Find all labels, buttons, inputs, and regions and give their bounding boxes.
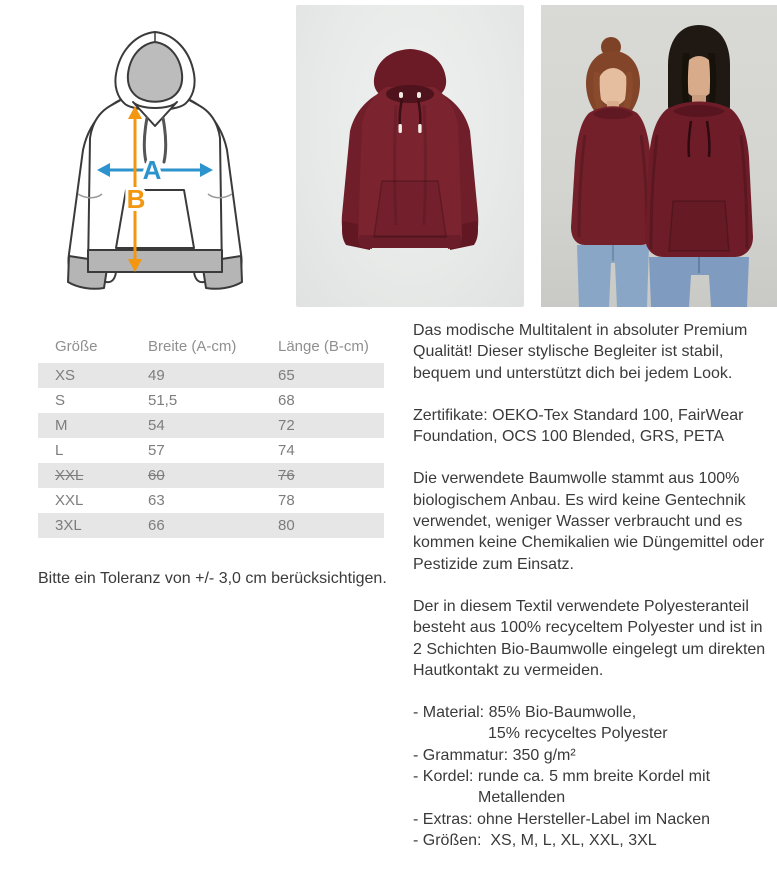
size-guide-drawing (40, 22, 270, 305)
size-table (38, 332, 384, 538)
table-cell: 78 (278, 492, 295, 509)
table-header-cell: Länge (B-cm) (278, 338, 369, 355)
table-cell: M (55, 417, 68, 434)
measure-a-label: A (142, 155, 162, 185)
table-row (38, 413, 384, 438)
table-row (38, 363, 384, 388)
size-table-header-row (38, 332, 384, 363)
table-cell: 60 (148, 467, 165, 484)
table-header-cell: Breite (A-cm) (148, 338, 237, 355)
spec-line: - Größen: XS, M, L, XL, XXL, 3XL (413, 831, 657, 849)
spec-line: Metallenden (478, 789, 566, 807)
table-cell: 54 (148, 417, 165, 434)
table-header-cell: Größe (55, 338, 98, 355)
table-cell: 3XL (55, 517, 82, 534)
table-cell: 65 (278, 367, 295, 384)
table-row (38, 438, 384, 463)
table-cell: S (55, 392, 66, 409)
table-cell: XS (55, 367, 76, 384)
table-row (38, 513, 384, 538)
table-cell: 51,5 (148, 392, 178, 409)
table-cell: 80 (278, 517, 295, 534)
table-cell: 72 (278, 417, 295, 434)
description-paragraph: Das modische Multitalent in absoluter Premium Qualität! Dieser stylische Begleiter ist stabil, bequem und unterstützt dich bei jedem Look. (413, 322, 748, 382)
table-row (38, 388, 384, 413)
table-cell: 74 (278, 442, 295, 459)
product-description (413, 320, 768, 681)
spec-line: 15% recyceltes Polyester (488, 725, 668, 743)
spec-line: - Grammatur: 350 g/m² (413, 746, 576, 764)
female-model (571, 37, 655, 307)
measure-b-label: B (126, 184, 146, 214)
table-cell: 63 (148, 492, 165, 509)
table-cell: 57 (148, 442, 165, 459)
table-cell: 68 (278, 392, 295, 409)
hoodie-line-art (40, 22, 270, 305)
table-row (38, 463, 384, 488)
table-row (38, 488, 384, 513)
tolerance-note: Bitte ein Toleranz von +/- 3,0 cm berücksichtigen. (38, 570, 387, 587)
spec-line: - Extras: ohne Hersteller-Label im Nacken (413, 810, 711, 828)
spec-list (413, 702, 768, 851)
table-cell: L (55, 442, 64, 459)
product-photo (296, 5, 524, 307)
models-illustration (541, 5, 777, 307)
table-cell: 66 (148, 517, 165, 534)
spec-line: - Kordel: runde ca. 5 mm breite Kordel mit (413, 768, 711, 786)
spec-line: - Material: 85% Bio-Baumwolle, (413, 704, 637, 722)
male-model (645, 25, 753, 307)
table-cell: XXL (55, 467, 84, 484)
product-description-block (413, 320, 768, 851)
size-table-block (38, 332, 384, 538)
description-paragraph: Die verwendete Baumwolle stammt aus 100% biologischem Anbau. Es wird keine Gentechnik verwendet, weniger Wasser verbraucht und es kommen keine Chemikalien wie Düngemittel oder Pestizide zum Einsatz. (413, 470, 765, 573)
table-cell: XXL (55, 492, 84, 509)
size-table-body (38, 363, 384, 538)
table-cell: 49 (148, 367, 165, 384)
table-cell: 76 (278, 467, 295, 484)
hoodie-product-illustration (296, 5, 524, 307)
description-paragraph: Der in diesem Textil verwendete Polyesteranteil besteht aus 100% recyceltem Polyester und ist in 2 Schichten Bio-Baumwolle eingelegt um direkten Hautkontakt zu vermeiden. (413, 597, 766, 679)
description-paragraph: Zertifikate: OEKO-Tex Standard 100, FairWear Foundation, OCS 100 Blended, GRS, PETA (413, 406, 744, 446)
models-photo (541, 5, 777, 307)
